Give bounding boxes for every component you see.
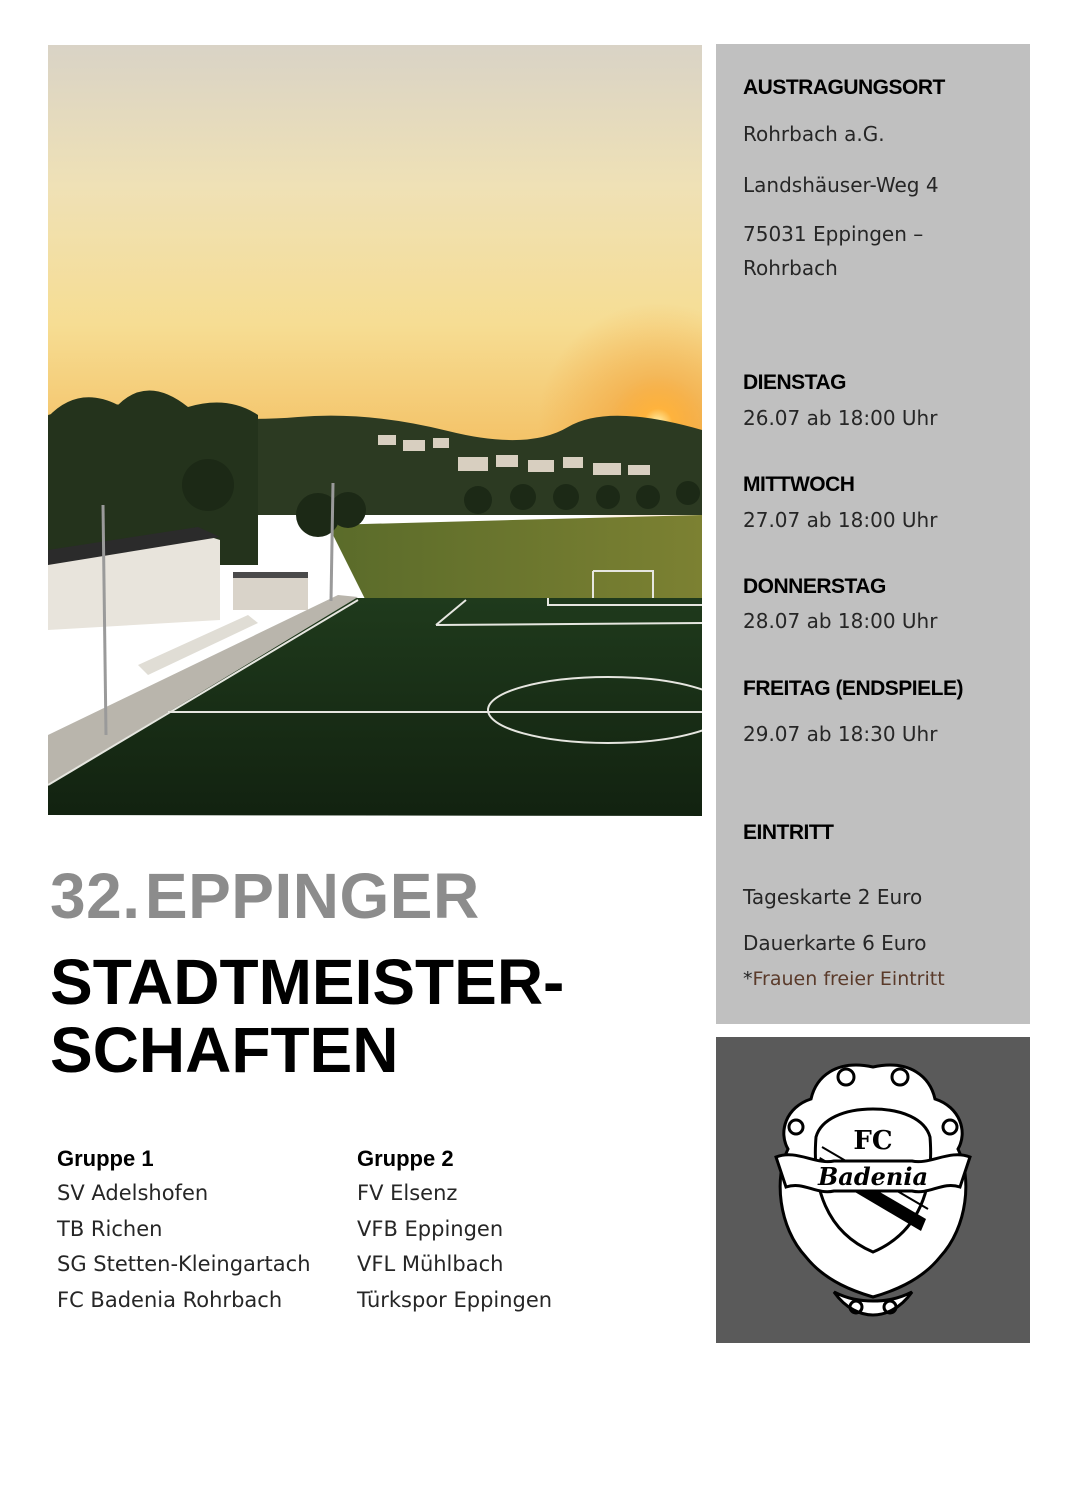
venue-line: 75031 Eppingen – Rohrbach — [743, 222, 924, 280]
entry-note — [743, 968, 945, 990]
crest-monogram: FC — [853, 1126, 893, 1156]
badenia-crest-icon — [716, 1037, 1030, 1343]
entry-line: Tageskarte 2 Euro — [743, 885, 923, 909]
day-heading: FREITAG (ENDSPIELE) — [743, 677, 963, 700]
info-sidebar — [716, 44, 1030, 1024]
club-logo-box — [716, 1037, 1030, 1343]
note-star: * — [743, 968, 753, 990]
entry-line: Dauerkarte 6 Euro — [743, 931, 927, 955]
day-time: 27.07 ab 18:00 Uhr — [743, 508, 938, 532]
group-2 — [357, 1142, 552, 1318]
venue-line: Rohrbach a.G. — [743, 122, 885, 146]
group-heading: Gruppe 2 — [357, 1146, 454, 1171]
crest-text: Badenia — [817, 1162, 929, 1191]
day-heading: DIENSTAG — [743, 371, 846, 394]
day-heading: MITTWOCH — [743, 473, 855, 496]
team-item: SV Adelshofen — [57, 1181, 209, 1205]
venue-line: Landshäuser-Weg 4 — [743, 173, 939, 197]
title-number: 32. — [50, 860, 141, 932]
group-1 — [57, 1142, 311, 1318]
day-time: 29.07 ab 18:30 Uhr — [743, 722, 938, 746]
title-line1: EPPINGER — [144, 860, 480, 932]
day-heading: DONNERSTAG — [743, 575, 886, 598]
title-line2: STADTMEISTER- — [50, 946, 565, 1018]
team-item: Türkspor Eppingen — [357, 1287, 553, 1312]
team-item: SG Stetten-Kleingartach — [57, 1252, 311, 1276]
title-line3: SCHAFTEN — [50, 1014, 399, 1086]
hero-photo — [48, 45, 702, 816]
day-time: 26.07 ab 18:00 Uhr — [743, 406, 938, 430]
note-text: Frauen freier Eintritt — [752, 968, 945, 990]
entry-heading: EINTRITT — [743, 821, 834, 844]
event-title — [50, 862, 564, 1084]
team-item: VFB Eppingen — [357, 1216, 504, 1241]
team-item: FV Elsenz — [357, 1181, 458, 1205]
team-item: FC Badenia Rohrbach — [57, 1287, 283, 1312]
group-heading: Gruppe 1 — [57, 1146, 154, 1171]
team-item: VFL Mühlbach — [357, 1252, 504, 1276]
day-time: 28.07 ab 18:00 Uhr — [743, 609, 938, 633]
venue-heading: AUSTRAGUNGSORT — [743, 76, 945, 99]
team-item: TB Richen — [57, 1216, 163, 1241]
